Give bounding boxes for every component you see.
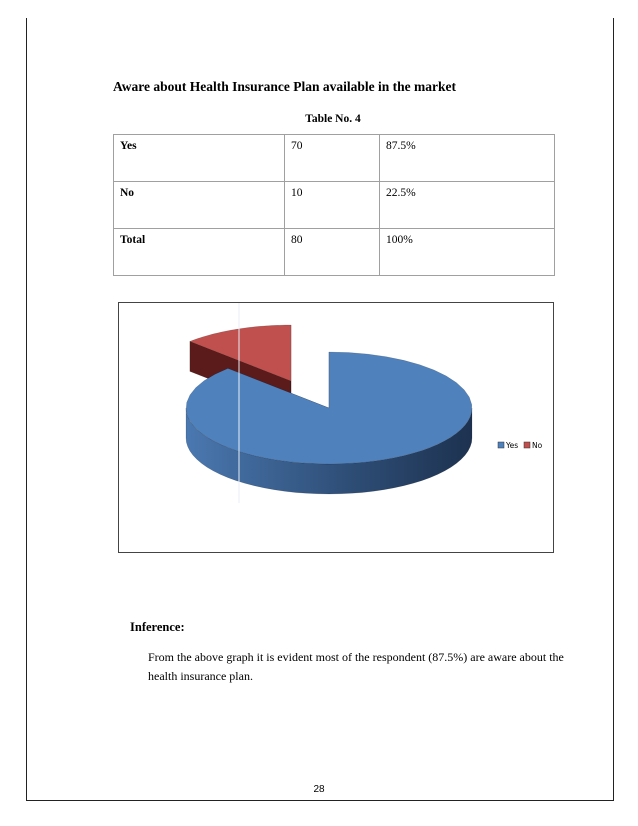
table-cell: 22.5% xyxy=(380,182,555,229)
table-cell: 87.5% xyxy=(380,135,555,182)
table-cell: Total xyxy=(114,229,285,276)
inference-heading: Inference: xyxy=(130,620,185,634)
chart-legend xyxy=(498,441,543,450)
data-table xyxy=(113,134,555,276)
inference-text: From the above graph it is evident most of the respondent (87.5%) are aware about the health insurance plan. xyxy=(148,650,564,683)
table-cell: 100% xyxy=(380,229,555,276)
table-cell: 80 xyxy=(285,229,380,276)
legend-label-yes: Yes xyxy=(506,441,519,450)
pie-slice-yes xyxy=(186,352,472,464)
table-cell: 10 xyxy=(285,182,380,229)
table-cell: Yes xyxy=(114,135,285,182)
legend-label-no: No xyxy=(532,441,543,450)
pie-chart-svg xyxy=(119,303,553,552)
pie-chart xyxy=(118,302,554,553)
table-caption: Table No. 4 xyxy=(305,113,361,125)
table-row xyxy=(114,182,555,229)
legend-swatch-yes xyxy=(498,442,504,448)
legend-swatch-no xyxy=(524,442,530,448)
table-cell: No xyxy=(114,182,285,229)
table-row xyxy=(114,135,555,182)
page-number: 28 xyxy=(313,784,325,795)
table-cell: 70 xyxy=(285,135,380,182)
section-title: Aware about Health Insurance Plan available in the market xyxy=(113,79,456,94)
table-row xyxy=(114,229,555,276)
